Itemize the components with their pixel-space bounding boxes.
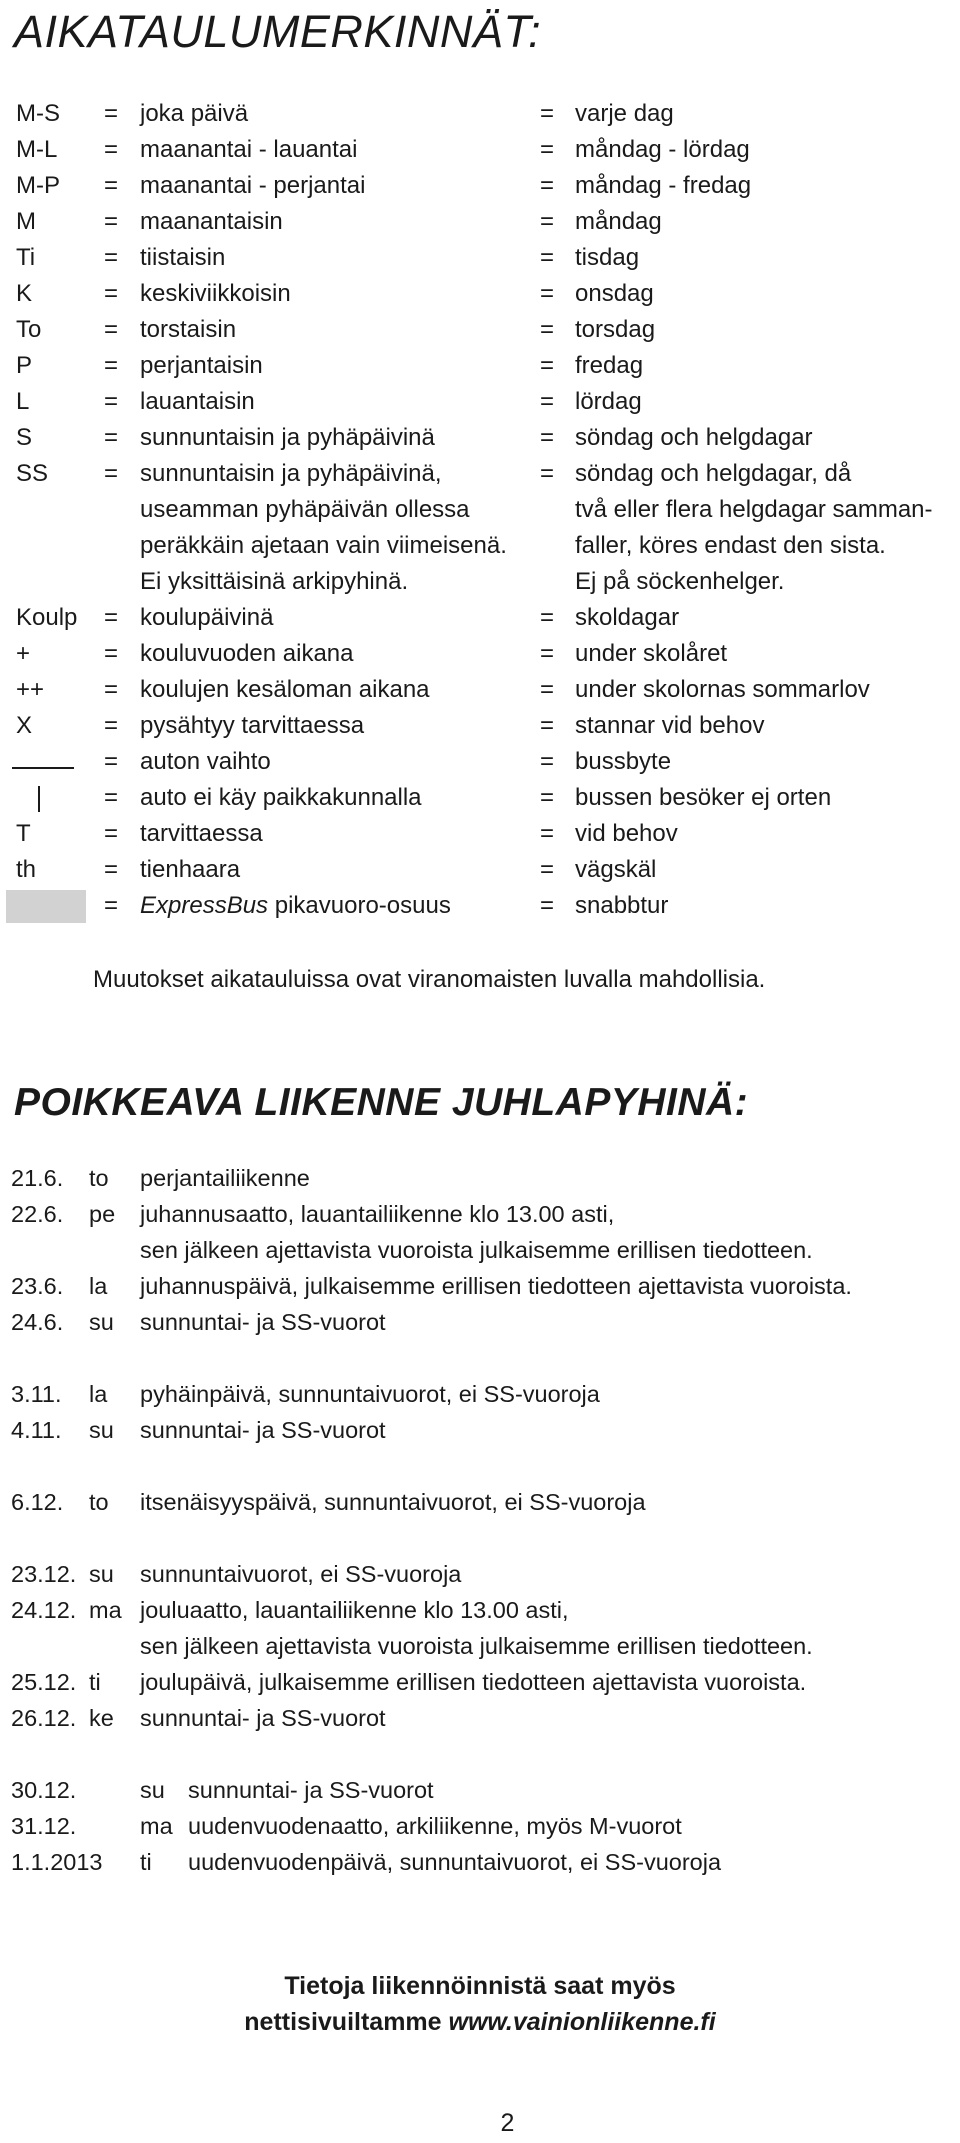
holiday-weekday: pe [89, 1201, 116, 1227]
equals-sign: = [540, 676, 555, 703]
equals-sign: = [540, 748, 555, 775]
equals-sign: = [104, 856, 119, 883]
page-title: AIKATAULUMERKINNÄT: [14, 6, 542, 57]
legend-row [0, 852, 960, 888]
legend-finnish: sunnuntaisin ja pyhäpäivinä [140, 424, 435, 451]
legend-row-continued [0, 492, 960, 528]
legend-row [0, 708, 960, 744]
equals-sign: = [540, 640, 555, 667]
equals-sign: = [540, 100, 555, 127]
legend-finnish: keskiviikkoisin [140, 280, 291, 307]
equals-sign: = [104, 892, 119, 919]
holiday-row [0, 1484, 960, 1520]
legend-finnish: maanantai - lauantai [140, 136, 358, 163]
legend-row [0, 672, 960, 708]
legend-finnish: kouluvuoden aikana [140, 640, 354, 667]
footer-info: Tietoja liikennöinnistä saat myös [284, 1972, 676, 2000]
equals-sign: = [104, 820, 119, 847]
legend-swedish: snabbtur [575, 892, 669, 919]
equals-sign: = [540, 316, 555, 343]
legend-abbr: M [16, 208, 36, 235]
legend-row [0, 204, 960, 240]
holiday-date: 24.12. [11, 1597, 77, 1623]
holiday-description: juhannusaatto, lauantailiikenne klo 13.00 asti, [140, 1201, 615, 1227]
legend-abbr: X [16, 712, 33, 739]
holiday-row [0, 1700, 960, 1736]
legend-finnish: Ei yksittäisinä arkipyhinä. [140, 568, 409, 595]
holiday-row [0, 1376, 960, 1412]
holiday-row [0, 1412, 960, 1448]
holiday-date: 31.12. [11, 1813, 77, 1839]
legend-finnish: tiistaisin [140, 244, 226, 271]
legend-row [0, 168, 960, 204]
legend-finnish: maanantaisin [140, 208, 283, 235]
equals-sign: = [540, 280, 555, 307]
holiday-description: uudenvuodenpäivä, sunnuntaivuorot, ei SS-vuoroja [188, 1849, 722, 1875]
legend-row [0, 276, 960, 312]
legend-swedish: söndag och helgdagar, då [575, 460, 852, 487]
legend-swedish: Ej på söckenhelger. [575, 568, 785, 595]
holiday-row [0, 1160, 960, 1196]
holiday-row [0, 1304, 960, 1340]
equals-sign: = [104, 100, 119, 127]
legend-abbr: Ti [16, 244, 36, 271]
legend-finnish: koulujen kesäloman aikana [140, 676, 430, 703]
equals-sign: = [104, 172, 119, 199]
equals-sign: = [540, 136, 555, 163]
legend-swedish: fredag [575, 352, 644, 379]
legend-swedish: varje dag [575, 100, 674, 127]
holiday-weekday: ke [89, 1705, 114, 1731]
holiday-row [0, 1556, 960, 1592]
legend-finnish: peräkkäin ajetaan vain viimeisenä. [140, 532, 507, 559]
legend-abbr: M-L [16, 136, 58, 163]
legend-abbr: P [16, 352, 33, 379]
equals-sign: = [540, 424, 555, 451]
holiday-row [0, 1592, 960, 1628]
legend-finnish: auto ei käy paikkakunnalla [140, 784, 422, 811]
legend-finnish: torstaisin [140, 316, 237, 343]
holiday-weekday: ma [140, 1813, 173, 1839]
legend-swedish: torsdag [575, 316, 656, 343]
changes-note: Muutokset aikatauluissa ovat viranomaisten luvalla mahdollisia. [93, 966, 766, 993]
footer-website-prefix: nettisivuiltamme [244, 2008, 449, 2036]
holiday-row [0, 1772, 960, 1808]
holiday-date: 6.12. [11, 1489, 64, 1515]
legend-row-continued [0, 564, 960, 600]
legend-row [0, 888, 960, 924]
holiday-description: pyhäinpäivä, sunnuntaivuorot, ei SS-vuoroja [140, 1381, 600, 1407]
legend-swedish: två eller flera helgdagar samman- [575, 496, 933, 523]
page-number: 2 [500, 2109, 515, 2137]
holiday-row [0, 1664, 960, 1700]
equals-sign: = [540, 856, 555, 883]
holiday-description: jouluaatto, lauantailiikenne klo 13.00 asti, [140, 1597, 569, 1623]
legend-finnish: useamman pyhäpäivän ollessa [140, 496, 470, 523]
equals-sign: = [104, 136, 119, 163]
holiday-row [0, 1268, 960, 1304]
equals-sign: = [104, 424, 119, 451]
legend-abbr: SS [16, 460, 49, 487]
holiday-date: 23.6. [11, 1273, 64, 1299]
legend-swedish: vägskäl [575, 856, 657, 883]
holiday-description: sunnuntai- ja SS-vuorot [188, 1777, 434, 1803]
holiday-row-continued [0, 1628, 960, 1664]
holiday-description: sunnuntaivuorot, ei SS-vuoroja [140, 1561, 462, 1587]
equals-sign: = [104, 388, 119, 415]
holiday-weekday: to [89, 1165, 109, 1191]
holiday-description: sunnuntai- ja SS-vuorot [140, 1309, 386, 1335]
holiday-date: 21.6. [11, 1165, 64, 1191]
equals-sign: = [104, 748, 119, 775]
equals-sign: = [104, 280, 119, 307]
legend-finnish: sunnuntaisin ja pyhäpäivinä, [140, 460, 442, 487]
holiday-weekday: su [89, 1561, 114, 1587]
legend-abbr: To [16, 316, 42, 343]
legend-row [0, 420, 960, 456]
legend-row [0, 780, 960, 816]
holiday-date: 4.11. [11, 1417, 62, 1443]
legend-abbr: T [16, 820, 31, 847]
equals-sign: = [104, 208, 119, 235]
footer-website [0, 2004, 960, 2040]
holiday-section-title: POIKKEAVA LIIKENNE JUHLAPYHINÄ: [14, 1081, 749, 1124]
legend-finnish: pysähtyy tarvittaessa [140, 712, 365, 739]
legend-finnish: koulupäivinä [140, 604, 274, 631]
legend-abbr: M-S [16, 100, 60, 127]
holiday-weekday: ma [89, 1597, 122, 1623]
holiday-description: sen jälkeen ajettavista vuoroista julkaisemme erillisen tiedotteen. [140, 1237, 813, 1263]
equals-sign: = [104, 640, 119, 667]
holiday-description: sunnuntai- ja SS-vuorot [140, 1417, 386, 1443]
holiday-date: 24.6. [11, 1309, 64, 1335]
legend-row [0, 636, 960, 672]
holiday-description: sunnuntai- ja SS-vuorot [140, 1705, 386, 1731]
equals-sign: = [540, 244, 555, 271]
equals-sign: = [104, 244, 119, 271]
legend-row [0, 312, 960, 348]
legend-row [0, 348, 960, 384]
holiday-description: joulupäivä, julkaisemme erillisen tiedotteen ajettavista vuoroista. [140, 1669, 807, 1695]
equals-sign: = [540, 352, 555, 379]
holiday-description: sen jälkeen ajettavista vuoroista julkaisemme erillisen tiedotteen. [140, 1633, 813, 1659]
equals-sign: = [540, 172, 555, 199]
equals-sign: = [540, 388, 555, 415]
equals-sign: = [540, 208, 555, 235]
equals-sign: = [540, 604, 555, 631]
legend-abbr: Koulp [16, 604, 78, 631]
legend-finnish: tarvittaessa [140, 820, 263, 847]
holiday-date: 1.1.2013 [11, 1849, 103, 1875]
equals-sign: = [104, 604, 119, 631]
legend-swedish: under skolåret [575, 640, 728, 667]
legend-finnish: lauantaisin [140, 388, 255, 415]
legend-swedish: måndag - lördag [575, 136, 750, 163]
holiday-weekday: la [89, 1273, 108, 1299]
holiday-weekday: su [89, 1309, 114, 1335]
holiday-weekday: su [140, 1777, 165, 1803]
vertical-bar-symbol [38, 786, 40, 812]
legend-row [0, 600, 960, 636]
equals-sign: = [104, 676, 119, 703]
legend-finnish: auton vaihto [140, 748, 271, 775]
legend-finnish-rest: pikavuoro-osuus [268, 892, 451, 919]
website-link[interactable]: www.vainionliikenne.fi [448, 2008, 716, 2036]
holiday-date: 22.6. [11, 1201, 64, 1227]
equals-sign: = [540, 892, 555, 919]
legend-finnish: tienhaara [140, 856, 241, 883]
legend-swedish: stannar vid behov [575, 712, 765, 739]
equals-sign: = [540, 712, 555, 739]
legend-finnish: perjantaisin [140, 352, 263, 379]
legend-abbr: K [16, 280, 33, 307]
holiday-row-continued [0, 1232, 960, 1268]
legend-swedish: måndag - fredag [575, 172, 752, 199]
legend-swedish: onsdag [575, 280, 654, 307]
legend-row [0, 816, 960, 852]
holiday-weekday: ti [89, 1669, 101, 1695]
holiday-date: 3.11. [11, 1381, 62, 1407]
legend-finnish: joka päivä [140, 100, 249, 127]
holiday-date: 26.12. [11, 1705, 77, 1731]
legend-row [0, 456, 960, 492]
legend-row [0, 240, 960, 276]
equals-sign: = [104, 316, 119, 343]
legend-abbr: M-P [16, 172, 60, 199]
legend-swedish: söndag och helgdagar [575, 424, 813, 451]
equals-sign: = [104, 712, 119, 739]
legend-row [0, 96, 960, 132]
legend-abbr: + [16, 640, 31, 667]
holiday-weekday: to [89, 1489, 109, 1515]
legend-swedish: tisdag [575, 244, 640, 271]
legend-swedish: lördag [575, 388, 642, 415]
equals-sign: = [104, 460, 119, 487]
holiday-description: itsenäisyyspäivä, sunnuntaivuorot, ei SS-vuoroja [140, 1489, 646, 1515]
equals-sign: = [104, 784, 119, 811]
legend-swedish: faller, köres endast den sista. [575, 532, 886, 559]
holiday-description: uudenvuodenaatto, arkiliikenne, myös M-vuorot [188, 1813, 682, 1839]
equals-sign: = [540, 820, 555, 847]
grey-shading-symbol [6, 890, 86, 923]
equals-sign: = [540, 784, 555, 811]
holiday-date: 25.12. [11, 1669, 77, 1695]
holiday-date: 23.12. [11, 1561, 77, 1587]
holiday-row [0, 1844, 960, 1880]
holiday-row [0, 1196, 960, 1232]
legend-abbr: ++ [16, 676, 45, 703]
legend-swedish: måndag [575, 208, 662, 235]
bus-change-line-symbol [12, 767, 74, 769]
legend-swedish: vid behov [575, 820, 678, 847]
holiday-description: perjantailiikenne [140, 1165, 310, 1191]
legend-finnish: maanantai - perjantai [140, 172, 366, 199]
holiday-row [0, 1808, 960, 1844]
equals-sign: = [540, 460, 555, 487]
holiday-weekday: su [89, 1417, 114, 1443]
legend-swedish: skoldagar [575, 604, 680, 631]
legend-row [0, 744, 960, 780]
equals-sign: = [104, 352, 119, 379]
holiday-weekday: la [89, 1381, 108, 1407]
expressbus-label: ExpressBus [140, 892, 269, 919]
holiday-description: juhannuspäivä, julkaisemme erillisen tiedotteen ajettavista vuoroista. [140, 1273, 852, 1299]
legend-swedish: under skolornas sommarlov [575, 676, 870, 703]
legend-row [0, 132, 960, 168]
legend-row-continued [0, 528, 960, 564]
legend-abbr: L [16, 388, 30, 415]
legend-row [0, 384, 960, 420]
legend-swedish: bussen besöker ej orten [575, 784, 832, 811]
legend-finnish [140, 888, 451, 924]
legend-swedish: bussbyte [575, 748, 672, 775]
holiday-date: 30.12. [11, 1777, 77, 1803]
legend-abbr: th [16, 856, 37, 883]
legend-abbr: S [16, 424, 33, 451]
holiday-weekday: ti [140, 1849, 152, 1875]
